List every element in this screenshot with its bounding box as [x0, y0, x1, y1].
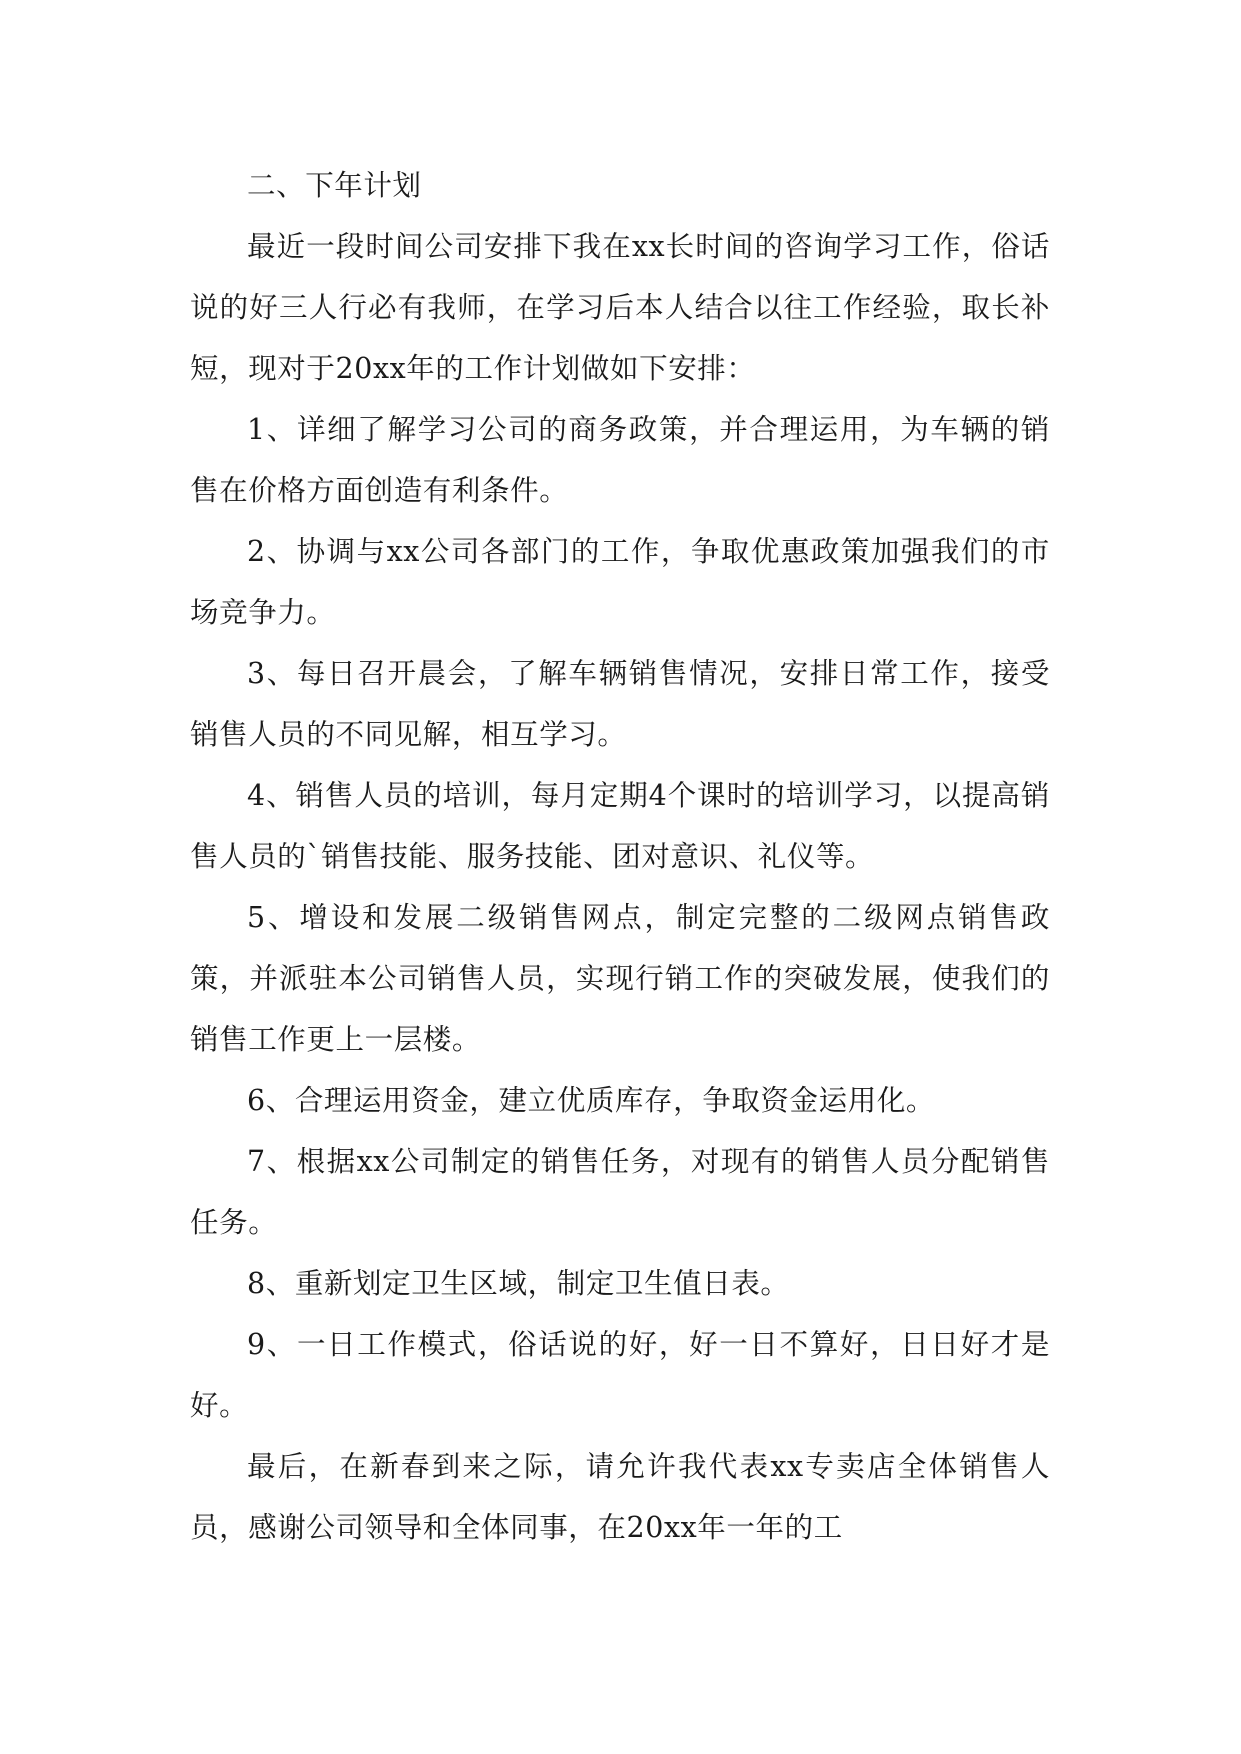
plan-item-2: 2、协调与xx公司各部门的工作，争取优惠政策加强我们的市场竞争力。	[190, 535, 1050, 629]
plan-item-4: 4、销售人员的培训，每月定期4个课时的培训学习，以提高销售人员的`销售技能、服务技能、团对意识、礼仪等。	[190, 779, 1050, 873]
section-heading: 二、下年计划	[247, 169, 422, 202]
plan-item-7: 7、根据xx公司制定的销售任务，对现有的销售人员分配销售任务。	[190, 1145, 1050, 1239]
closing-paragraph: 最后，在新春到来之际，请允许我代表xx专卖店全体销售人员，感谢公司领导和全体同事，在20xx年一年的工	[190, 1450, 1050, 1544]
plan-item-1: 1、详细了解学习公司的商务政策，并合理运用，为车辆的销售在价格方面创造有利条件。	[190, 413, 1050, 507]
intro-paragraph: 最近一段时间公司安排下我在xx长时间的咨询学习工作，俗话说的好三人行必有我师，在学习后本人结合以往工作经验，取长补短，现对于20xx年的工作计划做如下安排：	[190, 230, 1050, 385]
plan-item-9: 9、一日工作模式，俗话说的好，好一日不算好，日日好才是好。	[190, 1328, 1050, 1422]
plan-item-3: 3、每日召开晨会，了解车辆销售情况，安排日常工作，接受销售人员的不同见解，相互学习。	[190, 657, 1050, 751]
plan-item-6: 6、合理运用资金，建立优质库存，争取资金运用化。	[247, 1084, 936, 1117]
document-body	[190, 155, 1050, 1558]
plan-item-8: 8、重新划定卫生区域，制定卫生值日表。	[247, 1267, 790, 1300]
plan-item-5: 5、增设和发展二级销售网点，制定完整的二级网点销售政策，并派驻本公司销售人员，实现行销工作的突破发展，使我们的销售工作更上一层楼。	[190, 901, 1050, 1056]
